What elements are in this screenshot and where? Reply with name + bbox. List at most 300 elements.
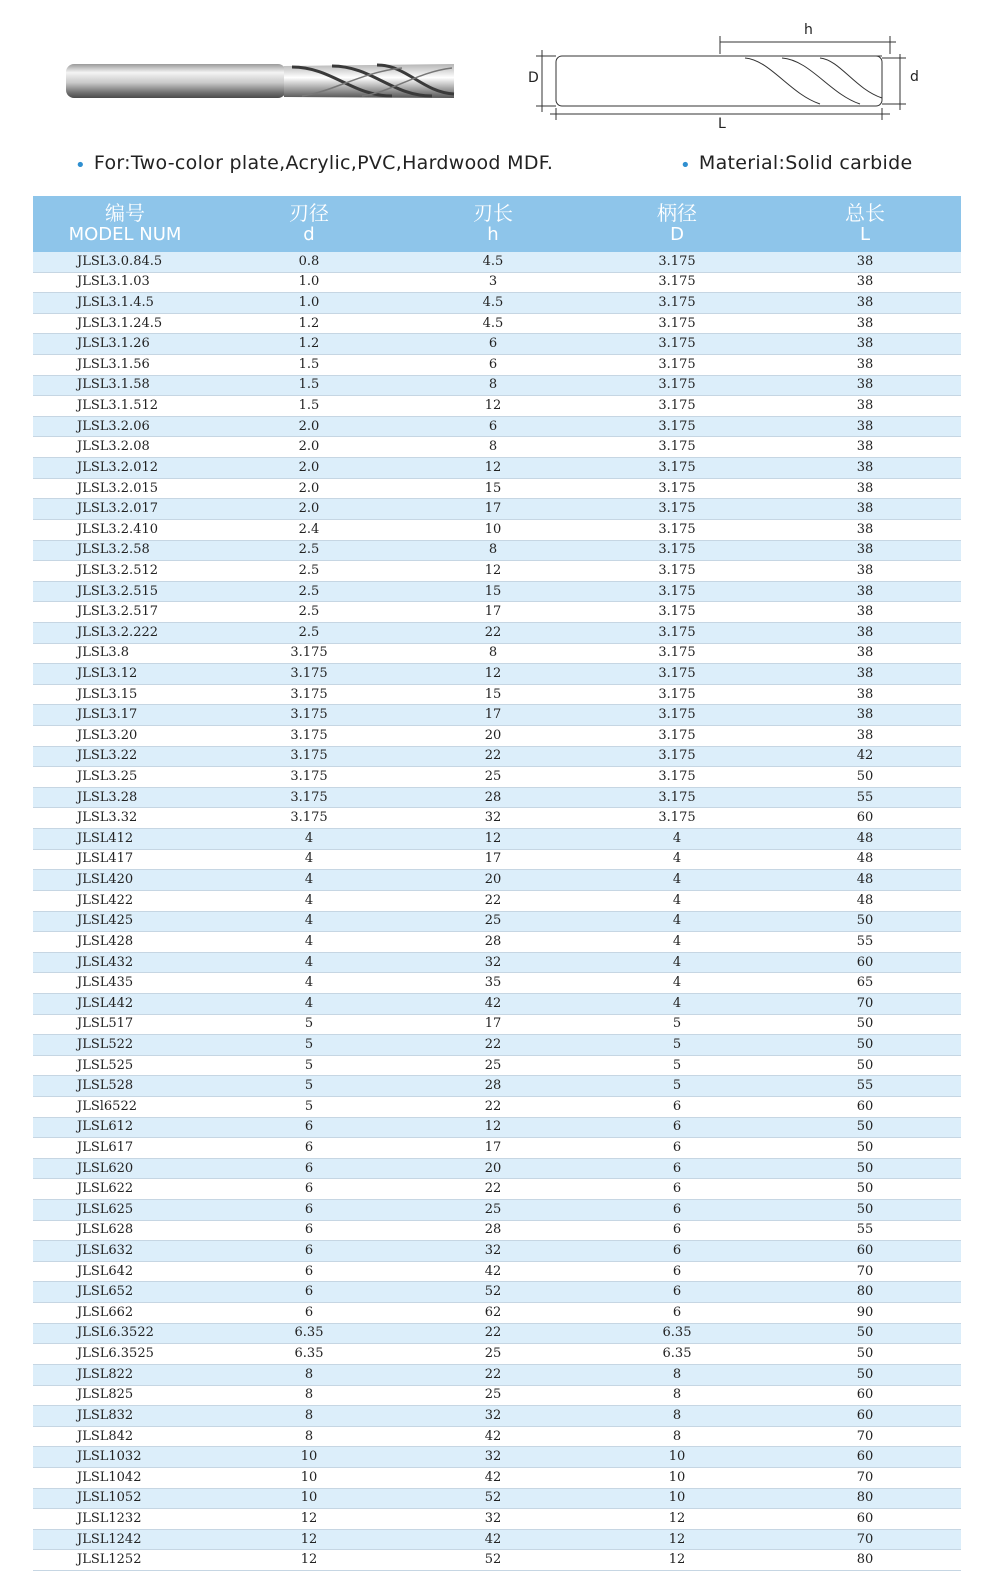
- table-row: [33, 808, 961, 829]
- model-cell: JLSL662: [33, 1303, 217, 1324]
- model-cell: JLSL620: [33, 1158, 217, 1179]
- blade-length-cell: 25: [401, 911, 585, 932]
- overall-length-cell: 38: [769, 252, 961, 272]
- material-text: Material:Solid carbide: [698, 152, 913, 174]
- shank-diameter-cell: 10: [585, 1447, 769, 1468]
- blade-length-cell: 6: [401, 334, 585, 355]
- overall-length-cell: 38: [769, 396, 961, 417]
- overall-length-cell: 65: [769, 973, 961, 994]
- blade-diameter-cell: 5: [217, 1076, 401, 1097]
- table-row: [33, 1303, 961, 1324]
- blade-length-cell: 22: [401, 1035, 585, 1056]
- table-row: [33, 1385, 961, 1406]
- table-row: [33, 540, 961, 561]
- shank-diameter-cell: 8: [585, 1406, 769, 1427]
- shank-diameter-cell: 6: [585, 1138, 769, 1159]
- blade-diameter-cell: 2.0: [217, 499, 401, 520]
- shank-diameter-cell: 3.175: [585, 375, 769, 396]
- model-cell: JLSL652: [33, 1282, 217, 1303]
- model-cell: JLSL3.17: [33, 705, 217, 726]
- table-row: [33, 396, 961, 417]
- shank-diameter-cell: 12: [585, 1550, 769, 1571]
- overall-length-cell: 38: [769, 272, 961, 293]
- model-cell: JLSL6.3525: [33, 1344, 217, 1365]
- blade-length-cell: 6: [401, 416, 585, 437]
- blade-length-cell: 6: [401, 355, 585, 376]
- blade-diameter-cell: 12: [217, 1509, 401, 1530]
- model-cell: JLSL428: [33, 932, 217, 953]
- table-row: [33, 1055, 961, 1076]
- blade-length-cell: 12: [401, 561, 585, 582]
- shank-diameter-cell: 3.175: [585, 458, 769, 479]
- table-row: [33, 375, 961, 396]
- overall-length-cell: 80: [769, 1282, 961, 1303]
- model-cell: JLSL412: [33, 829, 217, 850]
- blade-length-cell: 32: [401, 952, 585, 973]
- blade-diameter-cell: 2.5: [217, 581, 401, 602]
- blade-diameter-cell: 10: [217, 1447, 401, 1468]
- shank-diameter-cell: 4: [585, 932, 769, 953]
- blade-length-cell: 17: [401, 1138, 585, 1159]
- table-row: [33, 684, 961, 705]
- table-row: [33, 1014, 961, 1035]
- model-cell: JLSL442: [33, 993, 217, 1014]
- model-cell: JLSL628: [33, 1220, 217, 1241]
- model-cell: JLSL3.2.08: [33, 437, 217, 458]
- shank-diameter-cell: 6: [585, 1282, 769, 1303]
- header-shank-diameter: 柄径 D: [585, 196, 769, 252]
- spec-table-container: [33, 196, 961, 1571]
- overall-length-cell: 38: [769, 726, 961, 747]
- overall-length-cell: 70: [769, 1467, 961, 1488]
- overall-length-cell: 80: [769, 1488, 961, 1509]
- overall-length-cell: 50: [769, 1323, 961, 1344]
- label-L: L: [718, 116, 726, 132]
- table-row: [33, 1282, 961, 1303]
- overall-length-cell: 38: [769, 643, 961, 664]
- blade-length-cell: 52: [401, 1550, 585, 1571]
- table-row: [33, 726, 961, 747]
- header-overall-length: 总长 L: [769, 196, 961, 252]
- overall-length-cell: 38: [769, 581, 961, 602]
- model-cell: JLSL3.2.06: [33, 416, 217, 437]
- blade-length-cell: 17: [401, 499, 585, 520]
- overall-length-cell: 50: [769, 1035, 961, 1056]
- shank-diameter-cell: 3.175: [585, 334, 769, 355]
- blade-diameter-cell: 3.175: [217, 664, 401, 685]
- blade-length-cell: 10: [401, 519, 585, 540]
- blade-length-cell: 17: [401, 1014, 585, 1035]
- table-row: [33, 1509, 961, 1530]
- shank-diameter-cell: 4: [585, 952, 769, 973]
- overall-length-cell: 50: [769, 767, 961, 788]
- overall-length-cell: 50: [769, 1179, 961, 1200]
- blade-diameter-cell: 2.5: [217, 561, 401, 582]
- table-row: [33, 993, 961, 1014]
- table-row: [33, 1364, 961, 1385]
- model-cell: JLSL3.22: [33, 746, 217, 767]
- overall-length-cell: 50: [769, 1158, 961, 1179]
- shank-diameter-cell: 3.175: [585, 478, 769, 499]
- model-cell: JLSL832: [33, 1406, 217, 1427]
- blade-length-cell: 15: [401, 684, 585, 705]
- table-row: [33, 973, 961, 994]
- blade-length-cell: 3: [401, 272, 585, 293]
- shank-diameter-cell: 8: [585, 1385, 769, 1406]
- table-row: [33, 1158, 961, 1179]
- model-cell: JLSL612: [33, 1117, 217, 1138]
- overall-length-cell: 55: [769, 932, 961, 953]
- shank-diameter-cell: 3.175: [585, 355, 769, 376]
- shank-diameter-cell: 6: [585, 1303, 769, 1324]
- overall-length-cell: 50: [769, 911, 961, 932]
- shank-diameter-cell: 5: [585, 1035, 769, 1056]
- table-row: [33, 767, 961, 788]
- shank-diameter-cell: 10: [585, 1467, 769, 1488]
- blade-diameter-cell: 8: [217, 1406, 401, 1427]
- shank-diameter-cell: 6: [585, 1117, 769, 1138]
- shank-diameter-cell: 3.175: [585, 602, 769, 623]
- header-blade-diameter: 刃径 d: [217, 196, 401, 252]
- overall-length-cell: 38: [769, 705, 961, 726]
- blade-diameter-cell: 3.175: [217, 684, 401, 705]
- table-row: [33, 1179, 961, 1200]
- blade-diameter-cell: 3.175: [217, 787, 401, 808]
- material-feature: [680, 152, 912, 174]
- shank-diameter-cell: 3.175: [585, 726, 769, 747]
- blade-length-cell: 25: [401, 1385, 585, 1406]
- table-row: [33, 313, 961, 334]
- table-body: [33, 252, 961, 1571]
- blade-diameter-cell: 6: [217, 1303, 401, 1324]
- blade-length-cell: 4.5: [401, 252, 585, 272]
- blade-diameter-cell: 3.175: [217, 746, 401, 767]
- shank-diameter-cell: 3.175: [585, 705, 769, 726]
- model-cell: JLSL422: [33, 890, 217, 911]
- overall-length-cell: 38: [769, 416, 961, 437]
- overall-length-cell: 38: [769, 540, 961, 561]
- overall-length-cell: 38: [769, 293, 961, 314]
- model-cell: JLSL3.1.24.5: [33, 313, 217, 334]
- table-row: [33, 355, 961, 376]
- model-cell: JLSL3.2.512: [33, 561, 217, 582]
- shank-diameter-cell: 5: [585, 1055, 769, 1076]
- shank-diameter-cell: 3.175: [585, 416, 769, 437]
- blade-length-cell: 15: [401, 581, 585, 602]
- table-row: [33, 1220, 961, 1241]
- table-row: [33, 829, 961, 850]
- overall-length-cell: 50: [769, 1344, 961, 1365]
- blade-length-cell: 32: [401, 1509, 585, 1530]
- model-cell: JLSL3.20: [33, 726, 217, 747]
- model-cell: JLSL617: [33, 1138, 217, 1159]
- table-row: [33, 1447, 961, 1468]
- table-row: [33, 1117, 961, 1138]
- model-cell: JLSL3.1.512: [33, 396, 217, 417]
- table-row: [33, 252, 961, 272]
- shank-diameter-cell: 4: [585, 849, 769, 870]
- blade-diameter-cell: 12: [217, 1550, 401, 1571]
- blade-length-cell: 12: [401, 396, 585, 417]
- blade-length-cell: 4.5: [401, 313, 585, 334]
- shank-diameter-cell: 4: [585, 911, 769, 932]
- blade-diameter-cell: 6.35: [217, 1344, 401, 1365]
- table-row: [33, 622, 961, 643]
- blade-diameter-cell: 5: [217, 1096, 401, 1117]
- blade-length-cell: 25: [401, 1055, 585, 1076]
- blade-diameter-cell: 4: [217, 849, 401, 870]
- table-row: [33, 849, 961, 870]
- model-cell: JLSL522: [33, 1035, 217, 1056]
- shank-diameter-cell: 6: [585, 1241, 769, 1262]
- model-cell: JLSL3.2.222: [33, 622, 217, 643]
- model-cell: JLSL3.32: [33, 808, 217, 829]
- model-cell: JLSl6522: [33, 1096, 217, 1117]
- table-row: [33, 952, 961, 973]
- model-cell: JLSL420: [33, 870, 217, 891]
- model-cell: JLSL625: [33, 1200, 217, 1221]
- overall-length-cell: 38: [769, 684, 961, 705]
- overall-length-cell: 38: [769, 375, 961, 396]
- overall-length-cell: 48: [769, 849, 961, 870]
- label-D: D: [528, 70, 539, 86]
- overall-length-cell: 38: [769, 355, 961, 376]
- blade-length-cell: 20: [401, 870, 585, 891]
- table-row: [33, 334, 961, 355]
- table-row: [33, 890, 961, 911]
- model-cell: JLSL642: [33, 1261, 217, 1282]
- blade-diameter-cell: 10: [217, 1467, 401, 1488]
- overall-length-cell: 55: [769, 1220, 961, 1241]
- table-row: [33, 1426, 961, 1447]
- overall-length-cell: 60: [769, 1509, 961, 1530]
- shank-diameter-cell: 6.35: [585, 1344, 769, 1365]
- model-cell: JLSL432: [33, 952, 217, 973]
- blade-length-cell: 8: [401, 437, 585, 458]
- table-row: [33, 272, 961, 293]
- shank-diameter-cell: 12: [585, 1529, 769, 1550]
- table-row: [33, 561, 961, 582]
- blade-length-cell: 22: [401, 1179, 585, 1200]
- model-cell: JLSL3.8: [33, 643, 217, 664]
- overall-length-cell: 50: [769, 1055, 961, 1076]
- overall-length-cell: 38: [769, 458, 961, 479]
- blade-length-cell: 25: [401, 1200, 585, 1221]
- blade-diameter-cell: 2.0: [217, 458, 401, 479]
- blade-length-cell: 22: [401, 746, 585, 767]
- shank-diameter-cell: 5: [585, 1014, 769, 1035]
- blade-length-cell: 8: [401, 540, 585, 561]
- overall-length-cell: 60: [769, 1241, 961, 1262]
- blade-length-cell: 17: [401, 705, 585, 726]
- shank-diameter-cell: 6: [585, 1096, 769, 1117]
- blade-length-cell: 28: [401, 932, 585, 953]
- shank-diameter-cell: 4: [585, 890, 769, 911]
- label-d: d: [910, 69, 919, 85]
- usage-text: For:Two-color plate,Acrylic,PVC,Hardwood MDF.: [93, 152, 554, 174]
- shank-diameter-cell: 4: [585, 829, 769, 850]
- model-cell: JLSL3.2.410: [33, 519, 217, 540]
- shank-diameter-cell: 3.175: [585, 519, 769, 540]
- overall-length-cell: 80: [769, 1550, 961, 1571]
- shank-diameter-cell: 3.175: [585, 561, 769, 582]
- shank-diameter-cell: 3.175: [585, 437, 769, 458]
- blade-diameter-cell: 1.5: [217, 396, 401, 417]
- model-cell: JLSL3.2.58: [33, 540, 217, 561]
- model-cell: JLSL1052: [33, 1488, 217, 1509]
- table-row: [33, 581, 961, 602]
- shank-diameter-cell: 6: [585, 1158, 769, 1179]
- model-cell: JLSL3.15: [33, 684, 217, 705]
- shank-diameter-cell: 3.175: [585, 787, 769, 808]
- shank-diameter-cell: 10: [585, 1488, 769, 1509]
- blade-length-cell: 52: [401, 1488, 585, 1509]
- shank-diameter-cell: 4: [585, 993, 769, 1014]
- blade-diameter-cell: 2.0: [217, 478, 401, 499]
- overall-length-cell: 38: [769, 519, 961, 540]
- blade-length-cell: 12: [401, 458, 585, 479]
- shank-diameter-cell: 8: [585, 1426, 769, 1447]
- blade-length-cell: 42: [401, 1529, 585, 1550]
- model-cell: JLSL3.2.515: [33, 581, 217, 602]
- blade-length-cell: 28: [401, 787, 585, 808]
- table-row: [33, 1406, 961, 1427]
- blade-length-cell: 12: [401, 664, 585, 685]
- blade-length-cell: 22: [401, 1323, 585, 1344]
- blade-diameter-cell: 8: [217, 1364, 401, 1385]
- overall-length-cell: 70: [769, 1426, 961, 1447]
- blade-diameter-cell: 4: [217, 932, 401, 953]
- overall-length-cell: 50: [769, 1014, 961, 1035]
- overall-length-cell: 60: [769, 1385, 961, 1406]
- blade-diameter-cell: 4: [217, 973, 401, 994]
- model-cell: JLSL3.2.017: [33, 499, 217, 520]
- shank-diameter-cell: 3.175: [585, 313, 769, 334]
- blade-length-cell: 15: [401, 478, 585, 499]
- blade-diameter-cell: 6: [217, 1117, 401, 1138]
- model-cell: JLSL528: [33, 1076, 217, 1097]
- blade-length-cell: 20: [401, 726, 585, 747]
- blade-length-cell: 20: [401, 1158, 585, 1179]
- shank-diameter-cell: 3.175: [585, 808, 769, 829]
- blade-diameter-cell: 4: [217, 829, 401, 850]
- shank-diameter-cell: 3.175: [585, 499, 769, 520]
- blade-length-cell: 8: [401, 375, 585, 396]
- blade-length-cell: 17: [401, 602, 585, 623]
- model-cell: JLSL1252: [33, 1550, 217, 1571]
- shank-diameter-cell: 3.175: [585, 767, 769, 788]
- blade-length-cell: 12: [401, 829, 585, 850]
- overall-length-cell: 50: [769, 1200, 961, 1221]
- blade-diameter-cell: 4: [217, 993, 401, 1014]
- model-cell: JLSL842: [33, 1426, 217, 1447]
- blade-length-cell: 62: [401, 1303, 585, 1324]
- model-cell: JLSL3.2.012: [33, 458, 217, 479]
- blade-length-cell: 22: [401, 622, 585, 643]
- model-cell: JLSL517: [33, 1014, 217, 1035]
- blade-length-cell: 32: [401, 808, 585, 829]
- bullet-icon: •: [75, 155, 86, 176]
- overall-length-cell: 60: [769, 808, 961, 829]
- overall-length-cell: 50: [769, 1138, 961, 1159]
- model-cell: JLSL825: [33, 1385, 217, 1406]
- blade-diameter-cell: 6.35: [217, 1323, 401, 1344]
- overall-length-cell: 60: [769, 1096, 961, 1117]
- shank-diameter-cell: 5: [585, 1076, 769, 1097]
- blade-diameter-cell: 6: [217, 1179, 401, 1200]
- blade-diameter-cell: 2.5: [217, 622, 401, 643]
- shank-diameter-cell: 6: [585, 1261, 769, 1282]
- table-row: [33, 1200, 961, 1221]
- overall-length-cell: 50: [769, 1364, 961, 1385]
- blade-diameter-cell: 2.0: [217, 437, 401, 458]
- blade-diameter-cell: 6: [217, 1158, 401, 1179]
- blade-diameter-cell: 3.175: [217, 726, 401, 747]
- blade-diameter-cell: 12: [217, 1529, 401, 1550]
- overall-length-cell: 38: [769, 561, 961, 582]
- model-cell: JLSL6.3522: [33, 1323, 217, 1344]
- blade-diameter-cell: 1.2: [217, 334, 401, 355]
- overall-length-cell: 90: [769, 1303, 961, 1324]
- shank-diameter-cell: 3.175: [585, 746, 769, 767]
- model-cell: JLSL1232: [33, 1509, 217, 1530]
- shank-diameter-cell: 4: [585, 870, 769, 891]
- model-cell: JLSL3.1.58: [33, 375, 217, 396]
- table-row: [33, 1529, 961, 1550]
- table-row: [33, 870, 961, 891]
- blade-length-cell: 32: [401, 1406, 585, 1427]
- overall-length-cell: 38: [769, 622, 961, 643]
- model-cell: JLSL3.1.26: [33, 334, 217, 355]
- blade-length-cell: 25: [401, 767, 585, 788]
- header-blade-length: 刃长 h: [401, 196, 585, 252]
- shank-diameter-cell: 3.175: [585, 643, 769, 664]
- shank-diameter-cell: 6: [585, 1220, 769, 1241]
- blade-diameter-cell: 6: [217, 1241, 401, 1262]
- table-row: [33, 1076, 961, 1097]
- shank-diameter-cell: 6.35: [585, 1323, 769, 1344]
- shank-diameter-cell: 6: [585, 1200, 769, 1221]
- overall-length-cell: 38: [769, 334, 961, 355]
- blade-diameter-cell: 2.4: [217, 519, 401, 540]
- blade-length-cell: 42: [401, 1467, 585, 1488]
- table-row: [33, 499, 961, 520]
- shank-diameter-cell: 3.175: [585, 293, 769, 314]
- blade-diameter-cell: 3.175: [217, 643, 401, 664]
- overall-length-cell: 48: [769, 870, 961, 891]
- table-row: [33, 932, 961, 953]
- blade-length-cell: 42: [401, 1426, 585, 1447]
- table-row: [33, 705, 961, 726]
- overall-length-cell: 55: [769, 787, 961, 808]
- shank-diameter-cell: 6: [585, 1179, 769, 1200]
- blade-diameter-cell: 1.2: [217, 313, 401, 334]
- bullet-icon: •: [680, 155, 691, 176]
- blade-diameter-cell: 4: [217, 952, 401, 973]
- blade-diameter-cell: 5: [217, 1014, 401, 1035]
- blade-diameter-cell: 8: [217, 1426, 401, 1447]
- blade-diameter-cell: 1.5: [217, 375, 401, 396]
- model-cell: JLSL822: [33, 1364, 217, 1385]
- table-row: [33, 1261, 961, 1282]
- model-cell: JLSL417: [33, 849, 217, 870]
- model-cell: JLSL3.25: [33, 767, 217, 788]
- blade-diameter-cell: 6: [217, 1220, 401, 1241]
- table-row: [33, 519, 961, 540]
- blade-length-cell: 25: [401, 1344, 585, 1365]
- table-row: [33, 478, 961, 499]
- model-cell: JLSL3.1.56: [33, 355, 217, 376]
